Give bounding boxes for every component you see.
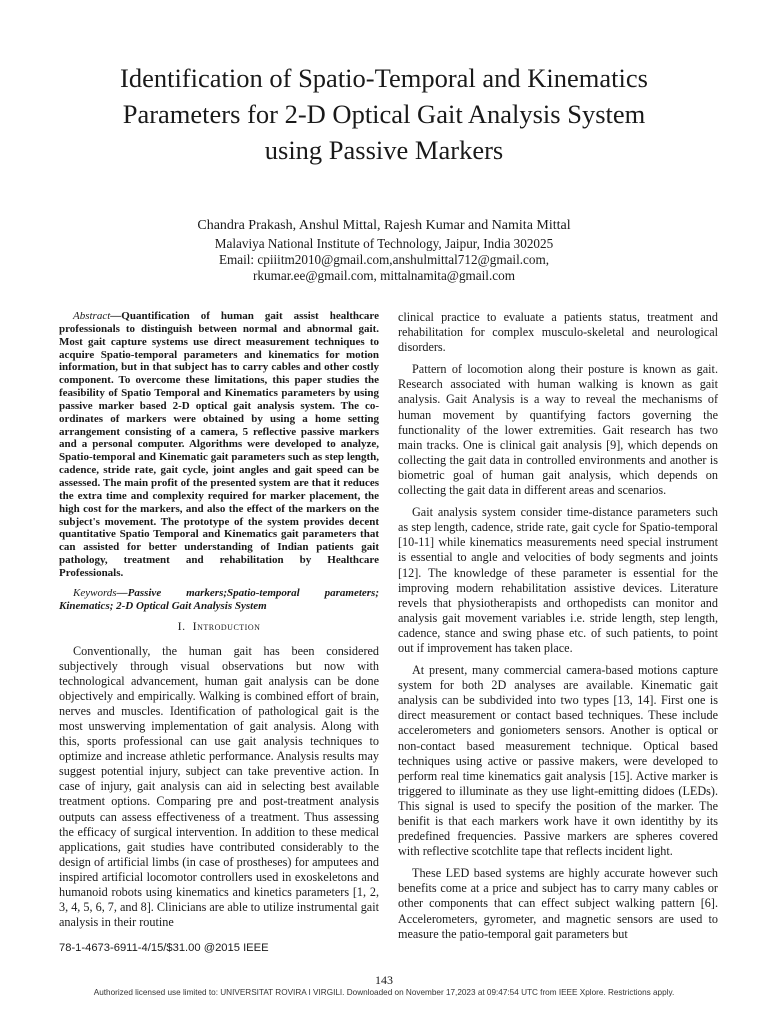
author-block (60, 218, 708, 284)
title-line-2: Parameters for 2-D Optical Gait Analysis System (122, 99, 646, 129)
license-notice: Authorized licensed use limited to: UNIVERSITAT ROVIRA I VIRGILI. Downloaded on November 17,2023 at 09:47:54 UTC from IEEE Xplore. Restrictions apply. (93, 988, 675, 997)
title-line-1: Identification of Spatio-Temporal and Kinematics (120, 63, 648, 93)
email-line-1: Email: cpiiitm2010@gmail.com,anshulmittal712@gmail.com, (218, 252, 550, 267)
right-paragraph: Pattern of locomotion along their posture is known as gait. Research associated with human walking is known as gait analysis. Gait Analysis is a way to reveal the mechanisms of human movement by quantifying factors governing the functionality of the lower extremities. Gait research has two main tracks. One is clinical gait analysis [9], which depends on collecting the gait data in controlled environments and another is biometric goal of human gait analysis, which depends on collecting the gait data in different areas and scenarios. (398, 362, 718, 498)
keywords (59, 587, 379, 613)
left-column (59, 310, 379, 937)
title-line-3: using Passive Markers (264, 135, 504, 165)
left-paragraph: Conventionally, the human gait has been considered subjectively through visual observations but now with technological advancement, human gait analysis can be done objectively and empirically. Walking is combined effort of brain, nerves and muscles. Identification of pathological gait is the most unswerving implementation of gait analysis. Along with this, sports professional can use gait analysis techniques to optimize and increase athletic performance. Analysis results may suggest potential injury, subject can take preventive action. In case of injury, gait analysis can aid in selecting best available treatment options. Comparing pre and post-treatment analysis outputs can assess effectiveness of a treatment. Thus assessing the efficacy of surgical intervention. In addition to these medical applications, gait studies have contributed considerably to the design of artificial limbs (in case of prostheses) for amputees and inspired artificial locomotor controllers used in exoskeletons and humanoid robots using kinematics and kinetics parameters [1, 2, 3, 4, 5, 6, 7, and 8]. Clinicians are able to utilize instrumental gait analysis in their routine (59, 643, 379, 930)
keywords-text: —Passive markers;Spatio-temporal parameters; Kinematics; 2-D Optical Gait Analysis System (59, 586, 379, 612)
right-paragraph: clinical practice to evaluate a patients status, treatment and rehabilitation for complex musculo-skeletal and neurological disorders. (398, 310, 718, 355)
right-column (398, 310, 718, 949)
paper-title (60, 60, 708, 168)
email-line-2: rkumar.ee@gmail.com, mittalnamita@gmail.com (253, 268, 515, 283)
abstract-label: Abstract (73, 310, 111, 322)
abstract (59, 310, 379, 580)
abstract-text: —Quantification of human gait assist healthcare professionals to distinguish between normal and abnormal gait. Most gait capture systems use direct measurement techniques to acquire Spatio-temporal parameters and kinematics for motion information, but in that subject has to carry cables and other costly component. To overcome these limitations, this paper studies the feasibility of Spatio Temporal and Kinematics parameters by using passive marker based 2-D optical gait analysis system. The co-ordinates of markers were obtained by using a home setting arrangement consisting of a camera, 5 reflective passive markers and a personal computer. Algorithms were developed to analyze, Spatio-temporal and Kinematic gait parameters such as step length, cadence, stride rate, gait cycle, joint angles and gait speed can be assessed. The main profit of the presented system are that it reduces the extra time and complexity required for marker placement, the high cost for the markers, and also the effect of the markers on the subject's movement. The prototype of the system provides decent quantitative Spatio Temporal and Kinematics gait parameters that can assisted for better understanding of Indian patients gait pathology, treatment and rehabilitation by Healthcare Professionals. (59, 310, 379, 579)
affiliation: Malaviya National Institute of Technology, Jaipur, India 302025 (214, 236, 554, 251)
footer-isbn: 78-1-4673-6911-4/15/$31.00 @2015 IEEE (59, 942, 269, 954)
right-paragraph: These LED based systems are highly accurate however such benefits come at a price and subject has to carry many cables or other components that can effect subject walking pattern [6]. Accelerometers, gyrometer, and magnetic sensors are used to measure the patio-temporal gait parameters but (398, 866, 718, 941)
section-heading (59, 619, 379, 634)
section-number: I. (177, 619, 186, 634)
right-paragraph: Gait analysis system consider time-distance parameters such as step length, cadence, stride rate, gait cycle for Spatio-temporal [10-11] while kinematics measurements need special instrument is essential to angle and velocities of body segments and joints [12]. The knowledge of these parameter is essential for the improving modern rehabilitation assistive devices. Literature revels that physiotherapists and orthopedists can monitor and analysis gait movement variables i.e. stride length, step length, cadence, stance and swing phase etc. of such patients, to point out if improvement has taken place. (398, 505, 718, 655)
keywords-label: Keywords (73, 586, 117, 599)
author-names: Chandra Prakash, Anshul Mittal, Rajesh Kumar and Namita Mittal (197, 218, 571, 233)
page-number: 143 (375, 973, 393, 987)
right-paragraph: At present, many commercial camera-based motions capture system for both 2D analyses are available. Kinematic gait analysis can be subdivided into two types [13, 14]. First one is direct measurement or contact based techniques. These include accelerometers and goniometers sensors. Another is optical or non-contact based measurement technique. Optical based techniques using active or passive makers, were developed to perform real time kinematics gait analysis [15]. Active marker is triggered to illuminate as they use light-emitting didoes (LEDs). This signal is used to specify the position of the marker. The benifit is that each markers work have it own identithy by its predefined frequencies. Passive markers are spheres covered with reflective scotchlite tape that reflects incident light. (398, 663, 718, 859)
section-title: Introduction (192, 619, 261, 634)
